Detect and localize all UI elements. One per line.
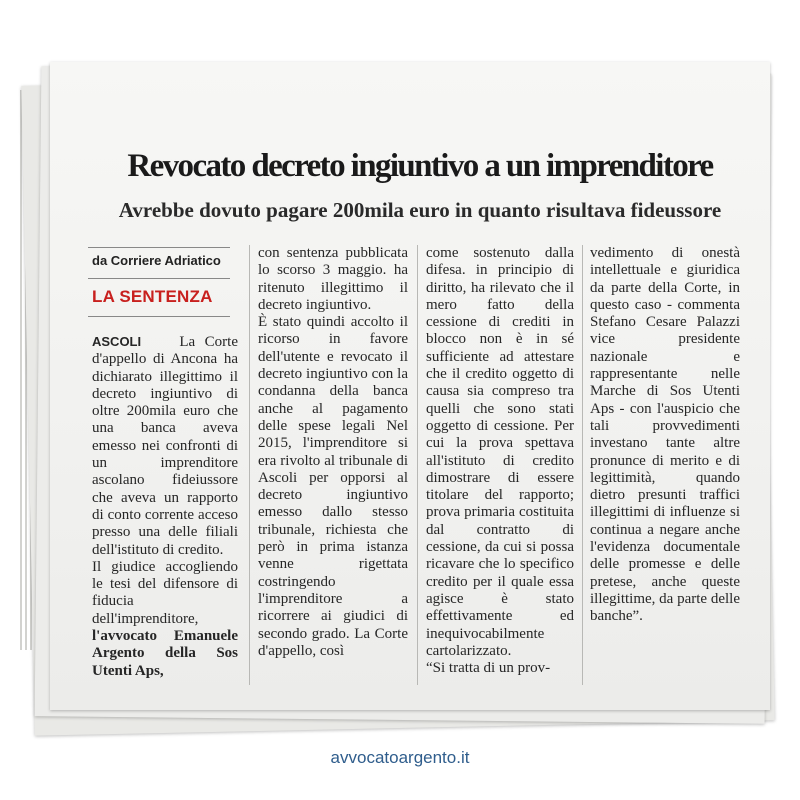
article-column-2 <box>258 245 408 660</box>
paragraph: con sentenza pubblicata lo scorso 3 maggio. ha ritenuto illegittimo il decreto ingiuntivo. <box>258 245 408 313</box>
article-column-3 <box>426 245 574 677</box>
paragraph: vedimento di onestà intellettuale e giuridica da parte della Corte, in questo caso - commenta Stefano Cesare Palazzi vice presidente nazionale e rappresentante nelle Marche di Sos Utenti Aps - con l'auspicio che tali provvedimenti investano tante altre pronunce di merito e di legittimità, quando dietro presunti traffici illegittimi di influenze si continua a negare anche l'evidenza documentale delle promesse e delle pretese, anche queste illegittime, da parte delle banche”. <box>590 245 740 625</box>
column-divider <box>249 245 250 685</box>
column-divider <box>582 245 583 685</box>
dateline: ASCOLI <box>92 334 142 349</box>
paragraph <box>92 333 238 559</box>
source-name: Corriere Adriatico <box>110 253 221 268</box>
website-link[interactable]: avvocatoargento.it <box>330 748 470 767</box>
column-divider <box>417 245 418 685</box>
section-tag: LA SENTENZA <box>92 287 213 306</box>
paragraph: “Si tratta di un prov- <box>426 660 551 677</box>
divider <box>88 316 230 317</box>
article-source <box>92 253 221 268</box>
article-subheadline: Avrebbe dovuto pagare 200mila euro in quanto risultava fideussore <box>118 198 722 222</box>
article-column-1 <box>92 333 238 680</box>
lawyer-name: l'avvocato Emanuele Argento della Sos Utenti Aps, <box>92 628 238 679</box>
paragraph <box>92 559 238 680</box>
article-column-4 <box>590 245 740 626</box>
source-prefix: da <box>92 253 108 268</box>
paragraph: È stato quindi accolto il ricorso in favore dell'utente e revocato il decreto ingiuntivo con la condanna della banca anche al pagamento delle spese legali Nel 2015, l'imprenditore si era rivolto al tribunale di Ascoli per opporsi al decreto ingiuntivo emesso dallo stesso tribunale, richiesta che però in prima istanza venne rigettata costringendo l'imprenditore a ricorrere ai giudici di secondo grado. La Corte d'appello, così <box>258 314 408 659</box>
paragraph: come sostenuto dalla difesa. in principio di diritto, ha rilevato che il mero fatto della cessione di crediti in blocco non è in sé sufficiente ad attestare che il credito oggetto di causa sia compreso tra quelli che sono stati oggetto di cessione. Per cui la prova spettava all'istituto di credito dimostrare di essere titolare del rapporto; prova primaria costituita dal contratto di cessione, da cui si possa ricavare che lo specifico credito per il quale essa agisce è stato effettivamente ed inequivocabilmente cartolarizzato. <box>426 245 574 659</box>
article-headline: Revocato decreto ingiuntivo a un imprenditore <box>127 148 713 184</box>
paragraph-text: La Corte d'appello di Ancona ha dichiarato illegittimo il decreto ingiuntivo di oltre 200mila euro che una banca aveva emesso nei confronti di un imprenditore ascolano fideiussore che aveva un rapporto di conto corrente acceso presso una delle filiali dell'istituto di credito. <box>92 334 239 558</box>
paragraph-text: Il giudice accogliendo le tesi del difensore di fiducia dell'imprenditore, <box>92 558 238 627</box>
divider <box>88 278 230 279</box>
divider <box>88 247 230 248</box>
